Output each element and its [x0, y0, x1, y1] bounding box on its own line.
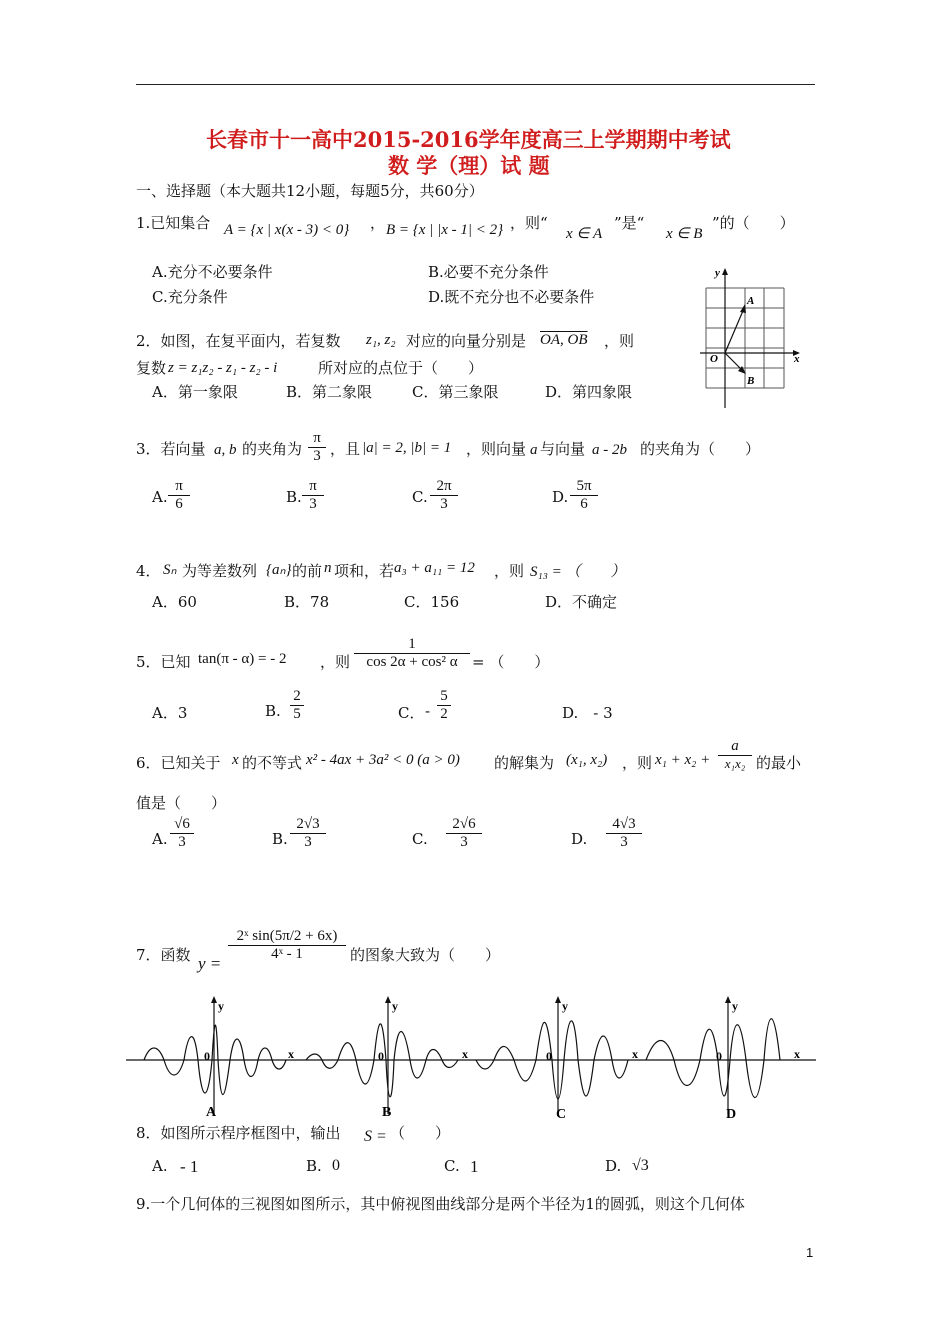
q2-option-d: D．第四象限 [545, 383, 633, 401]
q1-option-a: A.充分不必要条件 [152, 263, 273, 281]
q3-angle-fraction [308, 430, 326, 465]
q3-vector-expr: a - 2b [592, 442, 627, 458]
q4-option-d: D．不确定 [545, 593, 618, 611]
q3-angle-num: π [308, 430, 326, 448]
q3-option-a-den: 6 [175, 496, 183, 512]
q6-option-b [290, 816, 326, 851]
q6-option-d-den: 3 [620, 834, 628, 850]
q4-option-c: C．156 [404, 593, 460, 611]
header-rule [136, 84, 815, 85]
q7-graph-options [126, 994, 816, 1120]
q1-cond-b: x ∈ B [666, 226, 703, 242]
q3-option-a-num: π [168, 478, 190, 496]
q5-condition: tan(π - α) = - 2 [198, 651, 287, 667]
q5-option-b-num: 2 [290, 688, 304, 706]
q2-stem-2: 对应的向量分别是 [406, 332, 527, 350]
q7-stem-1: 7．函数 [136, 946, 191, 964]
q7-graph-a-y-label: y [218, 999, 224, 1013]
q7-graph-b-x-label: x [462, 1047, 468, 1061]
q7-denominator: 4ˣ - 1 [271, 946, 303, 962]
q2-stem-3: ，则 [604, 332, 635, 350]
q6-stem-5: 的最小 [756, 754, 802, 772]
q5-option-c [437, 688, 451, 723]
q7-graph-c-origin: 0 [546, 1049, 552, 1063]
q7-graph-c-x-label: x [632, 1047, 638, 1061]
q3-stem-1: 3．若向量 [136, 440, 206, 458]
q6-stem-3: 的解集为 [494, 754, 555, 772]
q8-option-b: 0 [332, 1157, 340, 1174]
q4-stem-1: 为等差数列 [182, 562, 258, 580]
q8-option-d: √3 [632, 1157, 649, 1174]
q7-stem-2: 的图象大致为（ ） [350, 946, 501, 964]
q2-point-b-label: B [747, 375, 755, 387]
q7-graph-d-label: D [726, 1107, 737, 1120]
q5-option-c-sign: - [425, 702, 431, 720]
q6-option-a-den: 3 [178, 834, 186, 850]
q8-blank: （ ） [390, 1124, 451, 1142]
q3-stem-4: ，则向量 [466, 440, 527, 458]
q1-option-b: B.必要不充分条件 [428, 263, 549, 281]
q3-option-a-label: A. [152, 488, 168, 506]
q4-number: 4． [136, 562, 161, 580]
q6-option-a-label: A. [152, 830, 168, 848]
q8-option-c: 1 [470, 1157, 479, 1176]
q3-option-b-den: 3 [309, 496, 317, 512]
q3-option-a [168, 478, 190, 513]
q7-graph-b-origin: 0 [378, 1049, 384, 1063]
q5-stem-1: 5．已知 [136, 653, 191, 671]
q8-option-a: - 1 [180, 1157, 199, 1176]
q7-numerator: 2ˣ sin(5π/2 + 6x) [228, 928, 346, 946]
q5-option-c-label: C． [398, 704, 425, 722]
q4-condition: a₃ + a₁₁ = 12 [394, 560, 475, 576]
q5-option-b-den: 5 [293, 706, 301, 722]
q1-option-d: D.既不充分也不必要条件 [428, 288, 595, 306]
q6-option-b-num: 2√3 [290, 816, 326, 834]
q1-cond-a: x ∈ A [566, 226, 603, 242]
q4-stem-3: 项和，若 [334, 562, 395, 580]
q6-stem-1: 6．已知关于 [136, 754, 221, 772]
q3-magnitudes: |a| = 2, |b| = 1 [362, 440, 452, 456]
q6-option-b-label: B. [272, 830, 288, 848]
q2-complex-plane-figure [698, 262, 808, 410]
q6-stem-2: 的不等式 [242, 754, 303, 772]
q4-sequence: {aₙ} [266, 562, 292, 578]
q6-option-c-den: 3 [460, 834, 468, 850]
q6-option-b-den: 3 [304, 834, 312, 850]
q2-vectors: OA, OB [540, 332, 588, 348]
q1-then: ，则“ [510, 214, 548, 232]
q5-option-c-num: 5 [437, 688, 451, 706]
q8-stem-1: 8．如图所示程序框图中，输出 [136, 1124, 341, 1142]
q2-z12: z₁, z₂ [366, 332, 396, 348]
q6-option-a-num: √6 [170, 816, 194, 834]
q6-expression: x₁ + x₂ + [655, 752, 711, 768]
q1-is: ”是“ [614, 214, 645, 232]
q5-option-d: D. - 3 [562, 704, 613, 722]
q7-graph-a-label: A [206, 1105, 217, 1120]
q5-option-c-den: 2 [440, 706, 448, 722]
q3-stem-3: ，且 [330, 440, 361, 458]
q8-option-c-label: C. [444, 1157, 460, 1175]
q7-graph-d-x-label: x [794, 1047, 800, 1061]
q6-stem-4: ，则 [622, 754, 653, 772]
question-9: 9.一个几何体的三视图如图所示，其中俯视图曲线部分是两个半径为1的圆弧，则这个几何体 [136, 1195, 745, 1213]
q3-option-c [430, 478, 458, 513]
q3-angle-den: 3 [313, 448, 321, 464]
q5-option-a: A．3 [152, 704, 188, 722]
q2-option-c: C．第三象限 [412, 383, 499, 401]
q1-comma: ， [370, 214, 386, 232]
q2-x-label: x [794, 353, 800, 365]
q6-fraction-num: a [718, 738, 752, 756]
q3-vector-a: a [530, 442, 538, 458]
q8-option-d-label: D. [605, 1157, 622, 1175]
q2-y-label: y [715, 267, 720, 279]
q2-expression: z = z₁z₂ - z₁ - z₂ - i [168, 360, 278, 376]
q4-stem-2: 的前 [292, 562, 323, 580]
q5-denominator: cos 2α + cos² α [366, 654, 458, 670]
q2-option-b: B．第二象限 [286, 383, 373, 401]
exam-subtitle: 数 学（理）试 题 [388, 153, 550, 178]
q3-stem-5: 与向量 [540, 440, 586, 458]
q7-fraction [228, 928, 346, 963]
q5-fraction [354, 636, 470, 671]
q6-option-d [606, 816, 642, 851]
q2-stem-1: 2．如图，在复平面内，若复数 [136, 332, 341, 350]
q6-option-c [446, 816, 482, 851]
q7-graph-a-origin: 0 [204, 1049, 210, 1063]
q3-vectors-ab: a, b [214, 442, 237, 458]
q7-graph-d-y-label: y [732, 999, 738, 1013]
q3-option-b [302, 478, 324, 513]
q6-option-c-num: 2√6 [446, 816, 482, 834]
q3-option-d [570, 478, 598, 513]
q5-stem-2: ，则 [320, 653, 351, 671]
q1-blank: ”的（ ） [712, 214, 795, 232]
q5-blank: = （ ） [472, 653, 550, 671]
q6-inequality: x² - 4ax + 3a² < 0 (a > 0) [306, 752, 460, 768]
q3-option-c-den: 3 [440, 496, 448, 512]
q8-s-equals: S = [364, 1128, 387, 1145]
q7-graph-b-label: B [382, 1105, 392, 1120]
q2-point-a-label: A [747, 295, 755, 307]
q2-stem-4: 复数 [136, 359, 167, 377]
q2-stem-5: 所对应的点位于（ ） [318, 359, 484, 377]
page-number: 1 [806, 1245, 814, 1260]
q6-fraction [718, 738, 752, 772]
q1-stem: 1.已知集合 [136, 214, 211, 232]
q6-x: x [232, 752, 239, 768]
q2-option-a: A．第一象限 [152, 383, 238, 401]
q7-graph-a-x-label: x [288, 1047, 294, 1061]
q6-option-c-label: C. [412, 830, 428, 848]
q3-option-d-num: 5π [570, 478, 598, 496]
q4-s13: S₁₃ = （ ） [530, 564, 626, 580]
q7-graph-c-y-label: y [562, 999, 568, 1013]
q5-option-b [290, 688, 304, 723]
q4-n: n [324, 560, 332, 576]
q5-numerator: 1 [354, 636, 470, 654]
q7-y-equals: y = [198, 954, 222, 973]
q4-option-b: B．78 [284, 593, 330, 611]
q5-option-b-label: B. [265, 702, 281, 720]
q7-graph-d-origin: 0 [716, 1049, 722, 1063]
q7-graph-c-label: C [556, 1107, 567, 1120]
q6-option-d-num: 4√3 [606, 816, 642, 834]
q6-option-d-label: D. [571, 830, 588, 848]
q6-solution-set: (x₁, x₂) [566, 752, 608, 768]
q4-option-a: A．60 [152, 593, 197, 611]
q6-stem-6: 值是（ ） [136, 794, 227, 812]
q3-option-b-num: π [302, 478, 324, 496]
q3-option-c-num: 2π [430, 478, 458, 496]
exam-title: 长春市十一高中2015-2016学年度高三上学期期中考试 [206, 127, 731, 152]
q3-stem-2: 的夹角为 [242, 440, 303, 458]
q3-option-d-label: D. [552, 488, 569, 506]
q3-option-c-label: C. [412, 488, 428, 506]
q8-option-a-label: A. [152, 1157, 168, 1175]
q8-option-b-label: B. [306, 1157, 322, 1175]
q4-stem-4: ，则 [494, 562, 525, 580]
q3-option-d-den: 6 [580, 496, 588, 512]
q3-stem-6: 的夹角为（ ） [640, 440, 761, 458]
q6-fraction-den: x₁x₂ [724, 756, 746, 771]
q6-option-a [170, 816, 194, 851]
q1-set-a: A = {x | x(x - 3) < 0} [224, 222, 350, 238]
q4-sn: Sₙ [163, 562, 177, 578]
section-heading: 一、选择题（本大题共12小题，每题5分，共60分） [136, 182, 484, 200]
q1-set-b: B = {x | |x - 1| < 2} [386, 222, 504, 238]
q7-graph-b-y-label: y [392, 999, 398, 1013]
q3-option-b-label: B. [286, 488, 302, 506]
q2-origin-label: O [710, 353, 718, 365]
q1-option-c: C.充分条件 [152, 288, 228, 306]
